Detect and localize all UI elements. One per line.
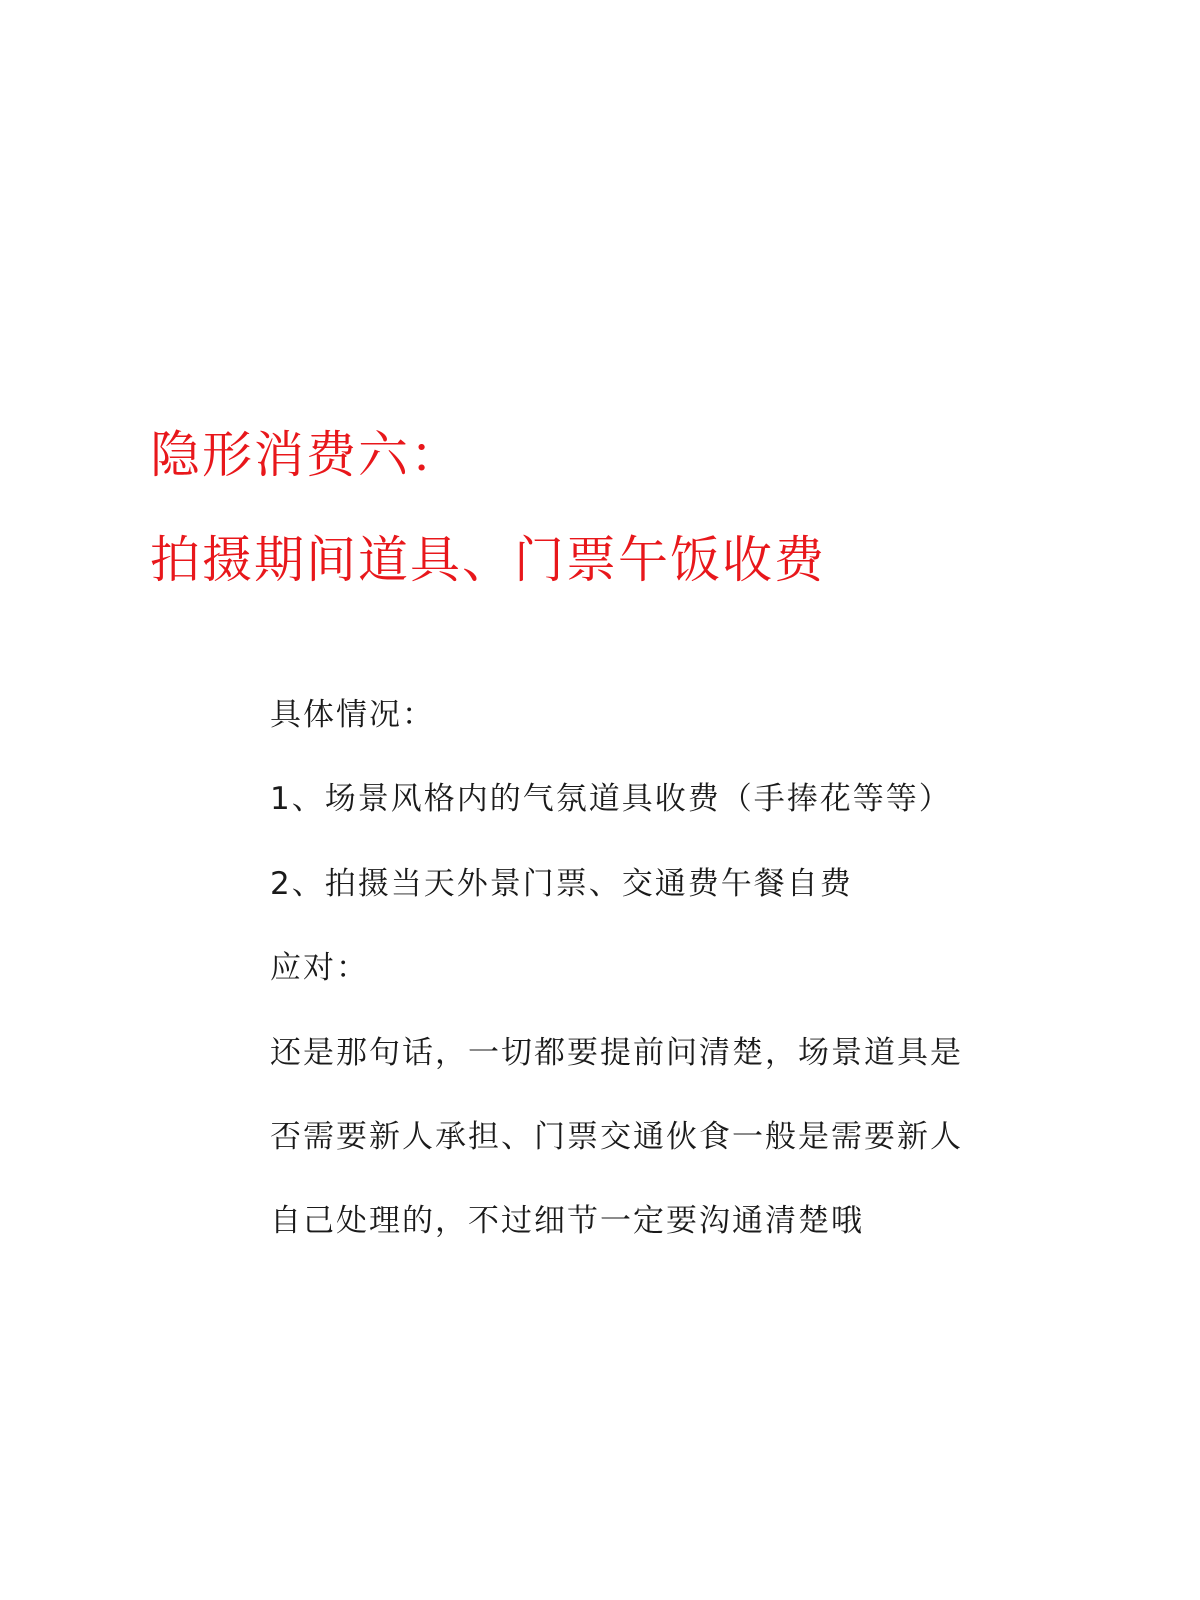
response-line-2: 否需要新人承担、门票交通伙食一般是需要新人 bbox=[270, 1119, 963, 1155]
list-item-1: 1、场景风格内的气氛道具收费（手捧花等等） bbox=[270, 781, 952, 817]
list-item-2: 2、拍摄当天外景门票、交通费午餐自费 bbox=[270, 866, 853, 902]
situation-label: 具体情况： bbox=[270, 697, 435, 733]
response-label: 应对： bbox=[270, 950, 369, 986]
heading-line-2: 拍摄期间道具、门票午饭收费 bbox=[150, 531, 826, 589]
response-line-1: 还是那句话，一切都要提前问清楚，场景道具是 bbox=[270, 1035, 963, 1071]
heading-line-1: 隐形消费六： bbox=[150, 426, 462, 484]
response-line-3: 自己处理的，不过细节一定要沟通清楚哦 bbox=[270, 1203, 864, 1239]
